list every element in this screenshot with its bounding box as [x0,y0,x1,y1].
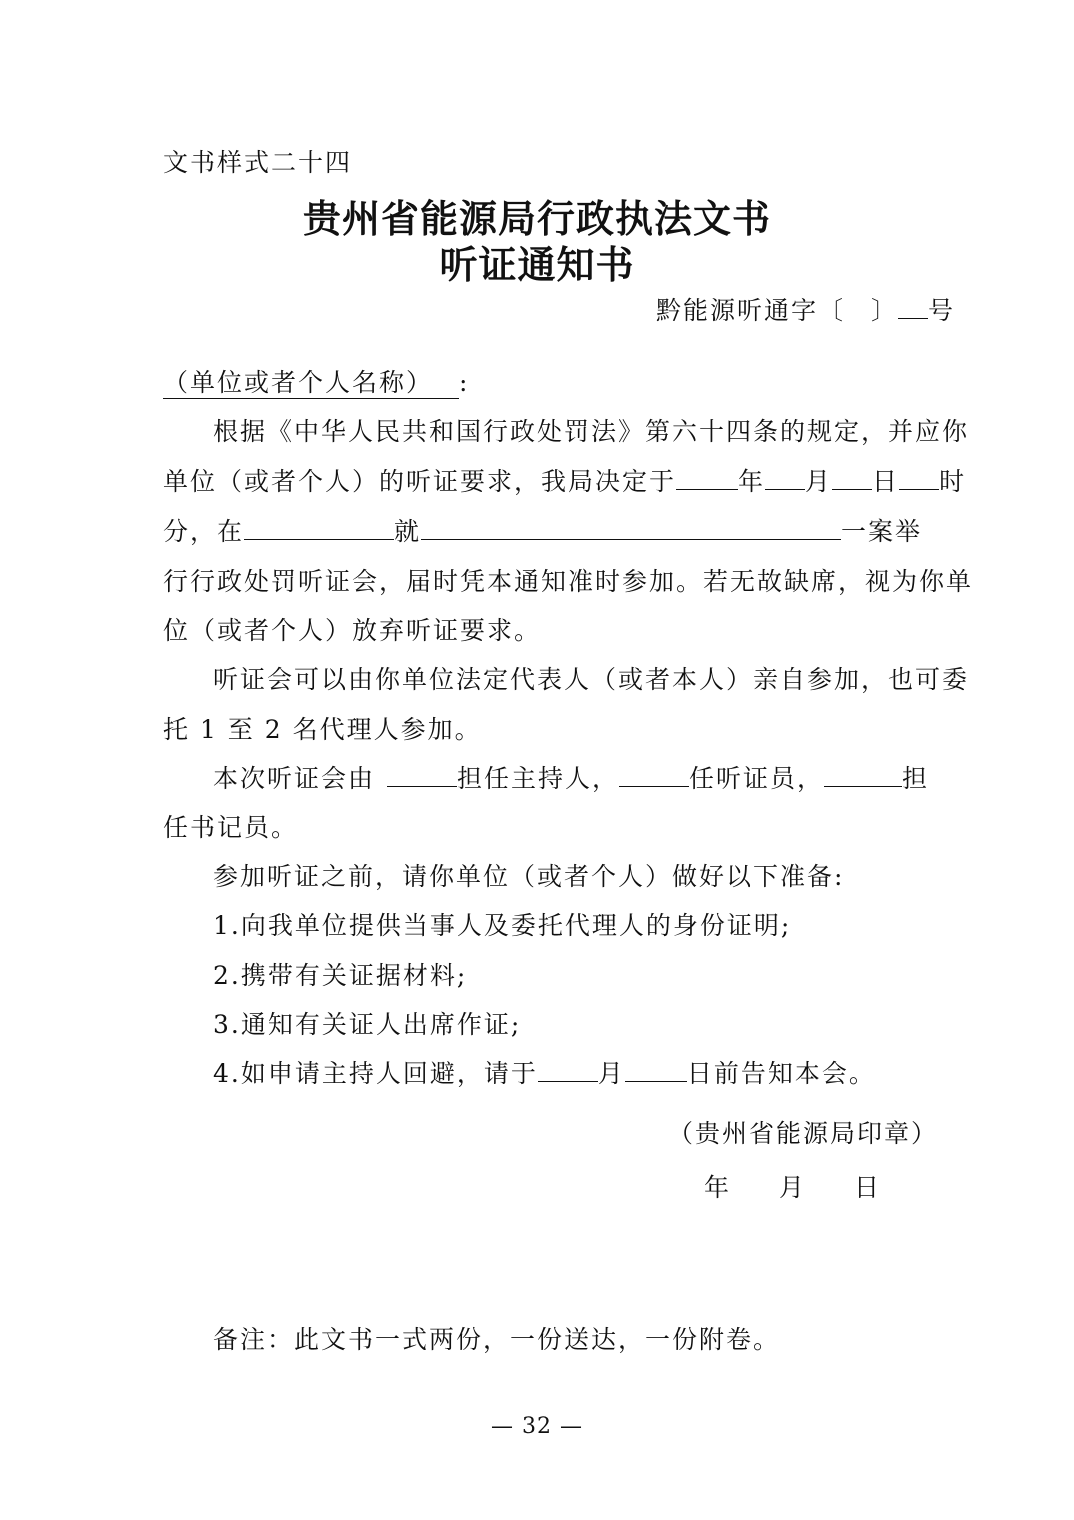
clerk-prefix: 担 [902,764,930,793]
addressee-colon: : [459,368,470,397]
para1-line1: 根据《中华人民共和国行政处罚法》第六十四条的规定，并应你 [213,417,970,446]
doc-number-suffix: 号 [928,296,956,325]
document-subtitle: 听证通知书 [439,242,635,287]
seal-placeholder: （贵州省能源局印章） [668,1119,939,1148]
issue-date-year: 年 [704,1173,732,1202]
month-blank [765,467,805,490]
month-label: 月 [805,467,833,496]
hour-label: 时 [939,467,967,496]
doc-number-bracket: 〕 [871,296,899,325]
clerk-blank [824,764,902,787]
recusal-month-label: 月 [597,1059,625,1088]
form-label: 文书样式二十四 [163,148,353,177]
host-blank [387,764,457,787]
host-label: 担任主持人， [457,764,620,793]
document-number [656,291,955,327]
recusal-day-blank [625,1059,687,1082]
case-suffix: 一案举 [841,517,923,546]
officer-label: 任听证员， [689,764,825,793]
year-blank [676,467,738,490]
case-blank [421,517,841,540]
officer-blank [619,764,689,787]
para1-line5: 位（或者个人）放弃听证要求。 [163,616,542,645]
prep-item-3: 3.通知有关证人出席作证; [213,1010,522,1039]
prep-intro: 参加听证之前，请你单位（或者个人）做好以下准备: [213,862,845,891]
recusal-text: 4.如申请主持人回避，请于 [213,1059,538,1088]
para1-line3 [163,512,922,548]
issue-date-month: 月 [779,1173,807,1202]
prep-item-4 [213,1054,876,1090]
issue-date [704,1168,881,1204]
hearing-time-text: 单位（或者个人）的听证要求，我局决定于 [163,467,677,496]
year-label: 年 [738,467,766,496]
hour-blank [899,467,939,490]
host-intro: 本次听证会由 [213,764,376,793]
addressee-name: （单位或者个人名称） [163,368,459,399]
prep-item-2: 2.携带有关证据材料; [213,961,468,990]
minute-location-text: 分，在 [163,517,245,546]
doc-number-prefix: 黔能源听通字〔 [656,296,846,325]
location-blank [244,517,394,540]
page-number: — 32 — [491,1414,583,1439]
para1-line4: 行行政处罚听证会，届时凭本通知准时参加。若无故缺席，视为你单 [163,567,974,596]
para2-line2: 托 1 至 2 名代理人参加。 [163,715,482,744]
para3-line2: 任书记员。 [163,813,299,842]
para2-line1: 听证会可以由你单位法定代表人（或者本人）亲自参加，也可委 [213,665,970,694]
case-connector: 就 [394,517,422,546]
addressee-line [163,363,469,399]
recusal-month-blank [538,1059,598,1082]
recusal-day-label: 日前告知本会。 [686,1059,876,1088]
document-title: 贵州省能源局行政执法文书 [302,196,771,241]
day-label: 日 [872,467,900,496]
day-blank [832,467,872,490]
remark-note: 备注：此文书一式两份，一份送达，一份附卷。 [213,1325,781,1354]
para3-line1 [213,759,929,795]
para1-line2 [163,462,966,498]
issue-date-day: 日 [854,1173,882,1202]
prep-item-1: 1.向我单位提供当事人及委托代理人的身份证明; [213,911,792,940]
doc-number-blank [898,296,928,319]
